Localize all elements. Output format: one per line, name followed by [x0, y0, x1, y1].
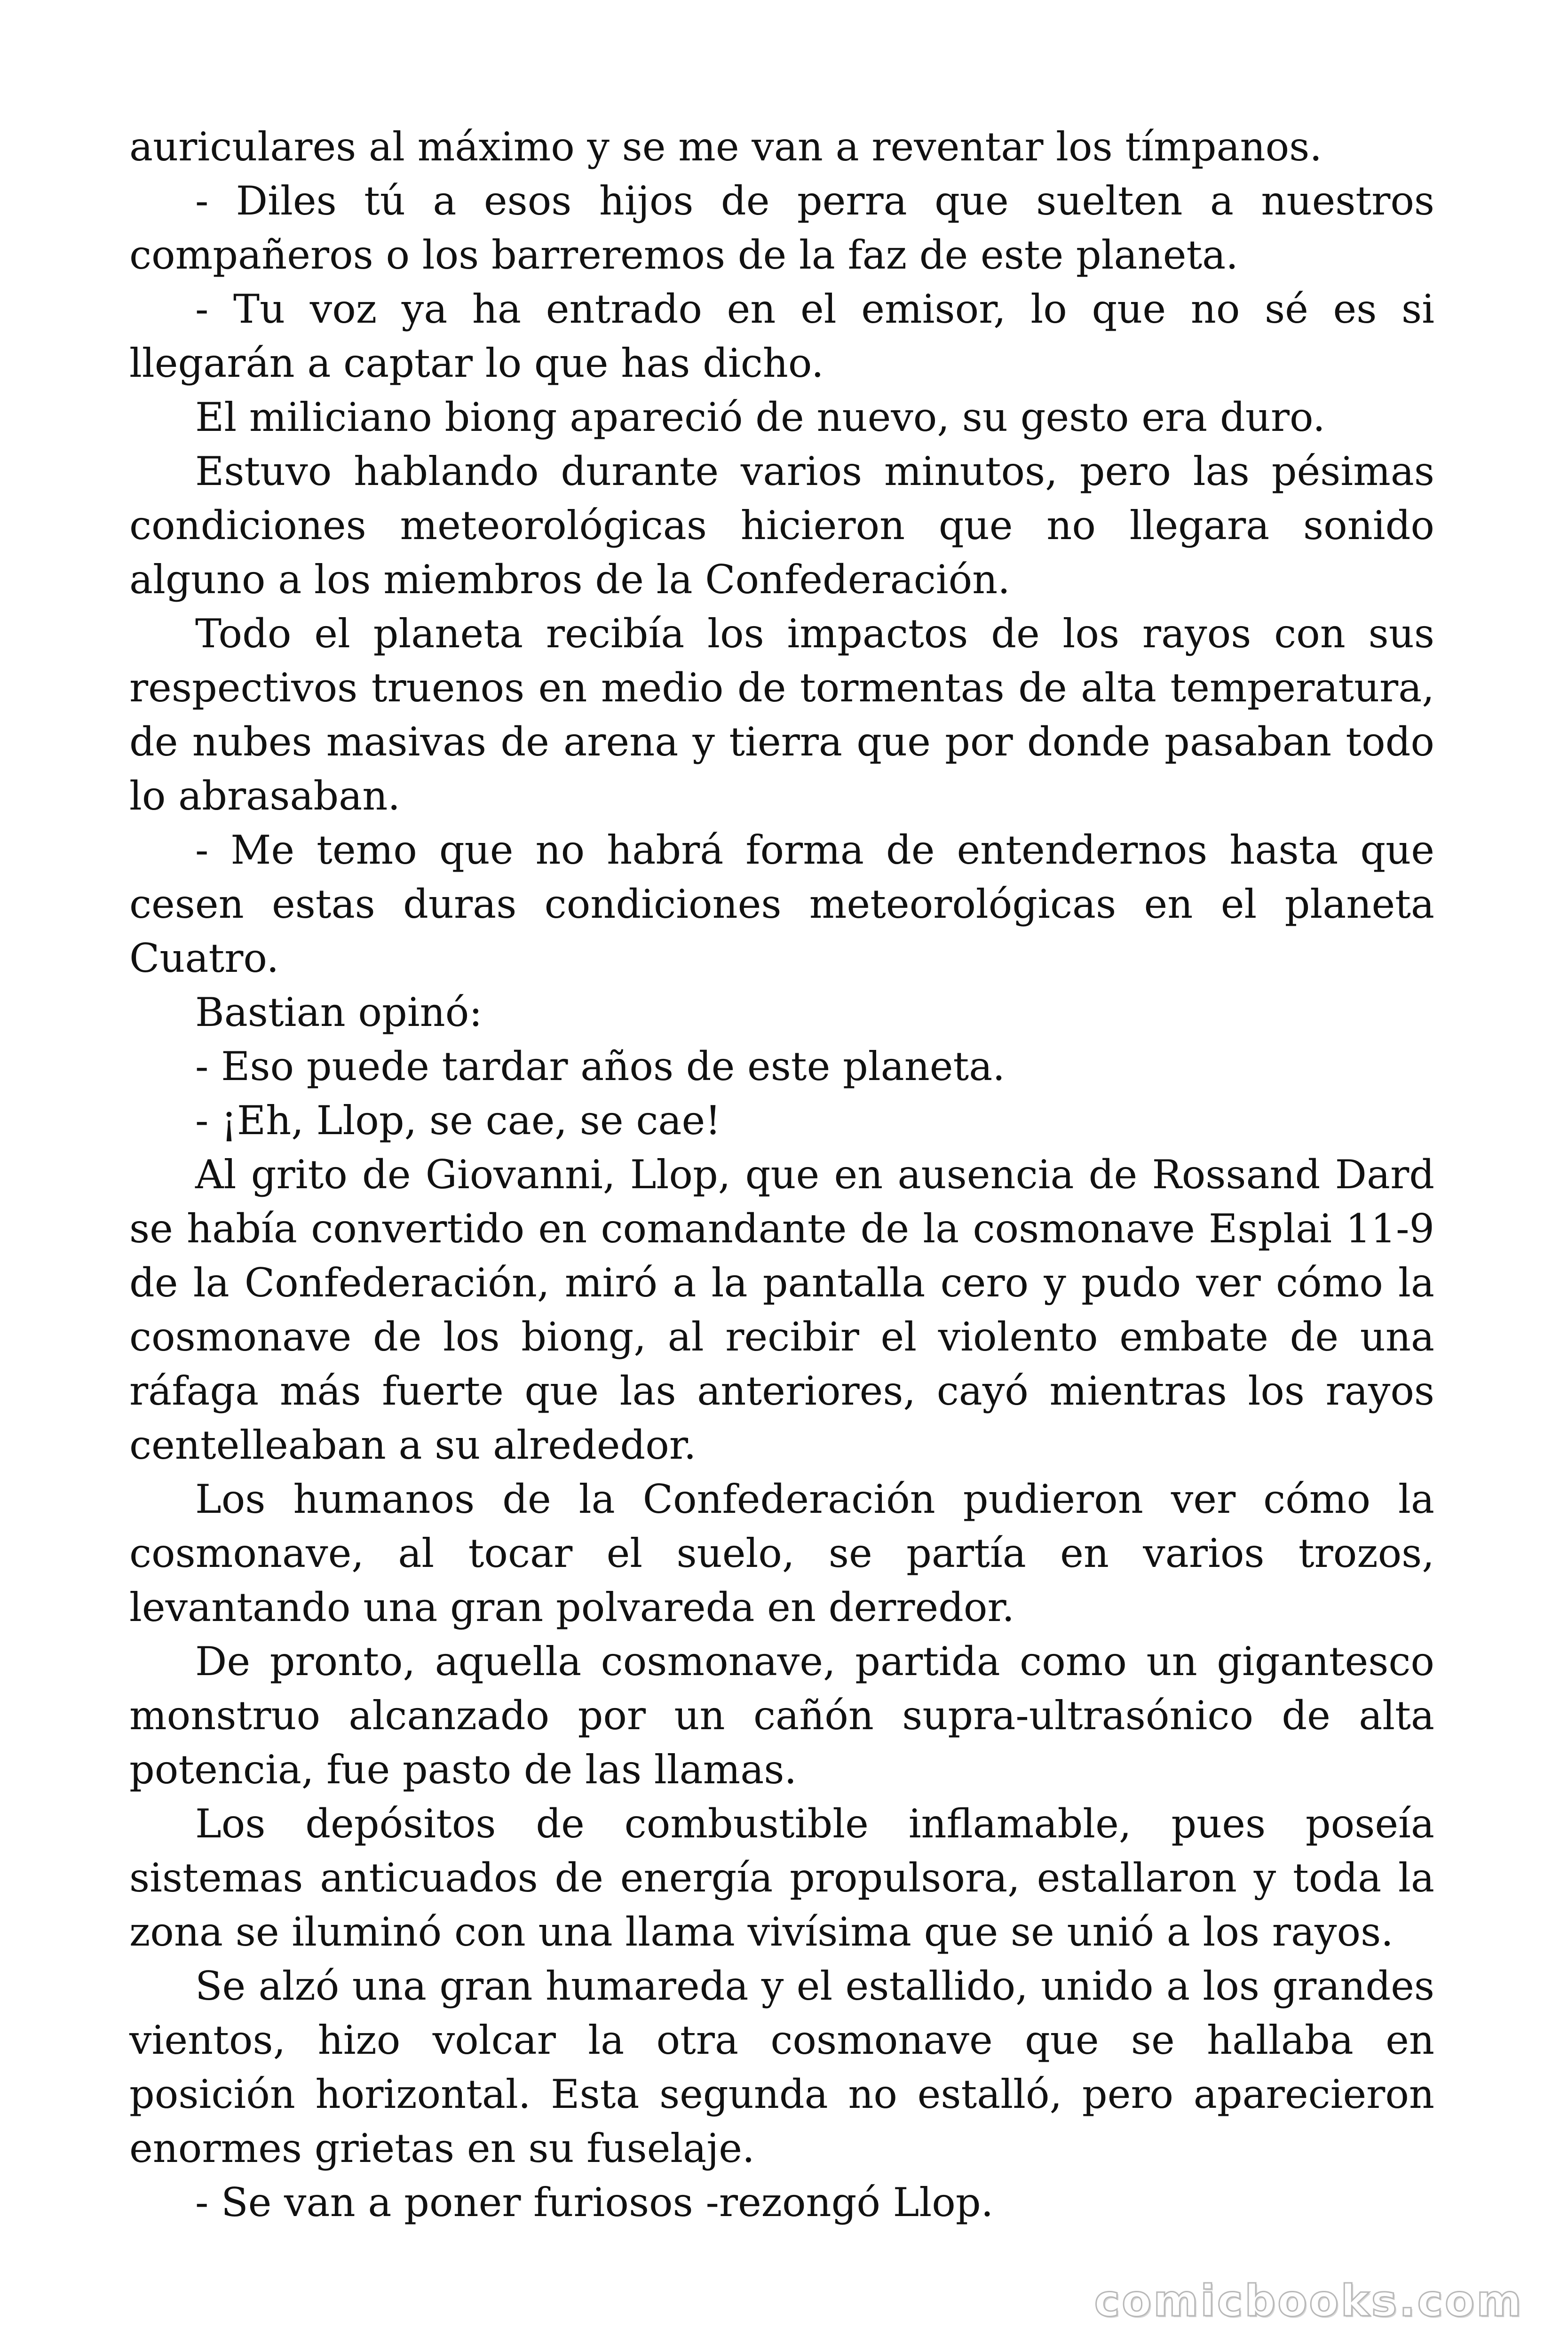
paragraph: - Me temo que no habrá forma de entendernos hasta que cesen estas duras condiciones meteorológicas en el planeta Cuatro.	[129, 827, 1434, 981]
paragraph: - Tu voz ya ha entrado en el emisor, lo que no sé es si llegarán a captar lo que has dicho.	[129, 286, 1434, 386]
paragraph: Se alzó una gran humareda y el estallido, unido a los grandes vientos, hizo volcar la otra cosmonave que se hallaba en posición horizontal. Esta segunda no estalló, pero aparecieron enormes grietas en su fuselaje.	[129, 1963, 1434, 2171]
paragraph: De pronto, aquella cosmonave, partida como un gigantesco monstruo alcanzado por un cañón supra-ultrasónico de alta potencia, fue pasto de las llamas.	[129, 1638, 1434, 1793]
paragraph: - Se van a poner furiosos -rezongó Llop.	[195, 2179, 994, 2225]
paragraph: Los humanos de la Confederación pudieron ver cómo la cosmonave, al tocar el suelo, se partía en varios trozos, levantando una gran polvareda en derredor.	[129, 1476, 1434, 1630]
paragraph: Los depósitos de combustible inflamable, pues poseía sistemas anticuados de energía propulsora, estallaron y toda la zona se iluminó con una llama vivísima que se unió a los rayos.	[129, 1801, 1434, 1955]
paragraph: auriculares al máximo y se me van a reventar los tímpanos.	[129, 124, 1323, 170]
paragraph: - Diles tú a esos hijos de perra que suelten a nuestros compañeros o los barreremos de la faz de este planeta.	[129, 178, 1434, 278]
paragraph: - Eso puede tardar años de este planeta.	[195, 1043, 1006, 1089]
paragraph: Estuvo hablando durante varios minutos, pero las pésimas condiciones meteorológicas hicieron que no llegara sonido alguno a los miembros de la Confederación.	[129, 448, 1434, 603]
paragraph: Bastian opinó:	[195, 989, 483, 1035]
paragraph: Al grito de Giovanni, Llop, que en ausencia de Rossand Dard se había convertido en comandante de la cosmonave Esplai 11-9 de la Confederación, miró a la pantalla cero y pudo ver cómo la cosmonave de los biong, al recibir el violento embate de una ráfaga más fuerte que las anteriores, cayó mientras los rayos centelleaban a su alrededor.	[129, 1152, 1434, 1468]
page-body	[129, 120, 1434, 2230]
paragraph: Todo el planeta recibía los impactos de los rayos con sus respectivos truenos en medio de tormentas de alta temperatura, de nubes masivas de arena y tierra que por donde pasaban todo lo abrasaban.	[129, 611, 1434, 819]
paragraph: - ¡Eh, Llop, se cae, se cae!	[195, 1097, 721, 1144]
paragraph: El miliciano biong apareció de nuevo, su gesto era duro.	[195, 394, 1325, 440]
watermark: comicbooks.com	[1094, 2276, 1523, 2326]
